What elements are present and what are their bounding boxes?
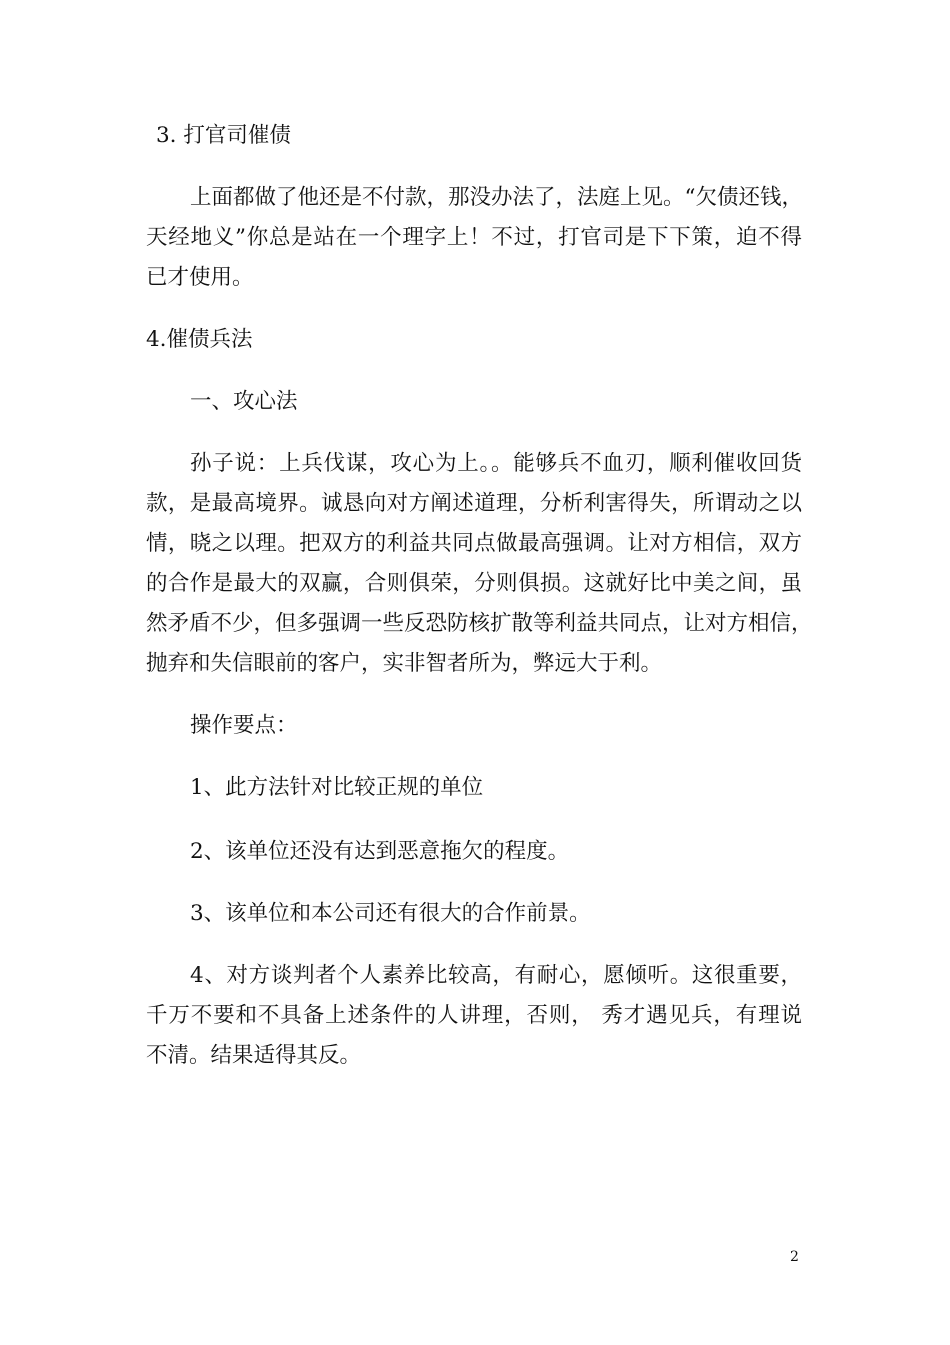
list-item: 1、此方法针对比较正规的单位 [190, 775, 484, 800]
paragraph-line: 上面都做了他还是不付款，那没办法了，法庭上见。“欠债还钱， [190, 185, 803, 210]
paragraph-line: 的合作是最大的双赢，合则俱荣，分则俱损。这就好比中美之间，虽 [146, 571, 802, 596]
list-item: 3、该单位和本公司还有很大的合作前景。 [190, 901, 591, 926]
operation-points-title: 操作要点： [190, 713, 298, 738]
paragraph-line: 情，晓之以理。把双方的利益共同点做最高强调。让对方相信，双方 [146, 531, 802, 556]
paragraph-line: 款，是最高境界。诚恳向对方阐述道理，分析利害得失，所谓动之以 [146, 491, 802, 516]
page-number: 2 [790, 1249, 799, 1265]
paragraph-line: 抛弃和失信眼前的客户，实非智者所为，弊远大于利。 [146, 651, 663, 676]
paragraph-line: 天经地义”你总是站在一个理字上！不过，打官司是下下策，迫不得 [146, 225, 802, 250]
paragraph-line: 孙子说：上兵伐谋，攻心为上。。能够兵不血刃，顺利催收回货 [190, 451, 802, 476]
subheading-mind-attack: 一、攻心法 [190, 389, 298, 414]
paragraph-line: 千万不要和不具备上述条件的人讲理，否则， 秀才遇见兵，有理说 [146, 1003, 802, 1028]
list-item: 2、该单位还没有达到恶意拖欠的程度。 [190, 839, 570, 864]
section-heading-3: 3. 打官司催债 [156, 123, 291, 148]
paragraph-line: 然矛盾不少，但多强调一些反恐防核扩散等利益共同点，让对方相信， [146, 611, 813, 636]
paragraph-line: 已才使用。 [146, 265, 254, 290]
paragraph-line: 4、对方谈判者个人素养比较高，有耐心，愿倾听。这很重要， [190, 963, 802, 988]
section-heading-4: 4.催债兵法 [146, 327, 253, 352]
paragraph-line: 不清。结果适得其反。 [146, 1043, 362, 1068]
